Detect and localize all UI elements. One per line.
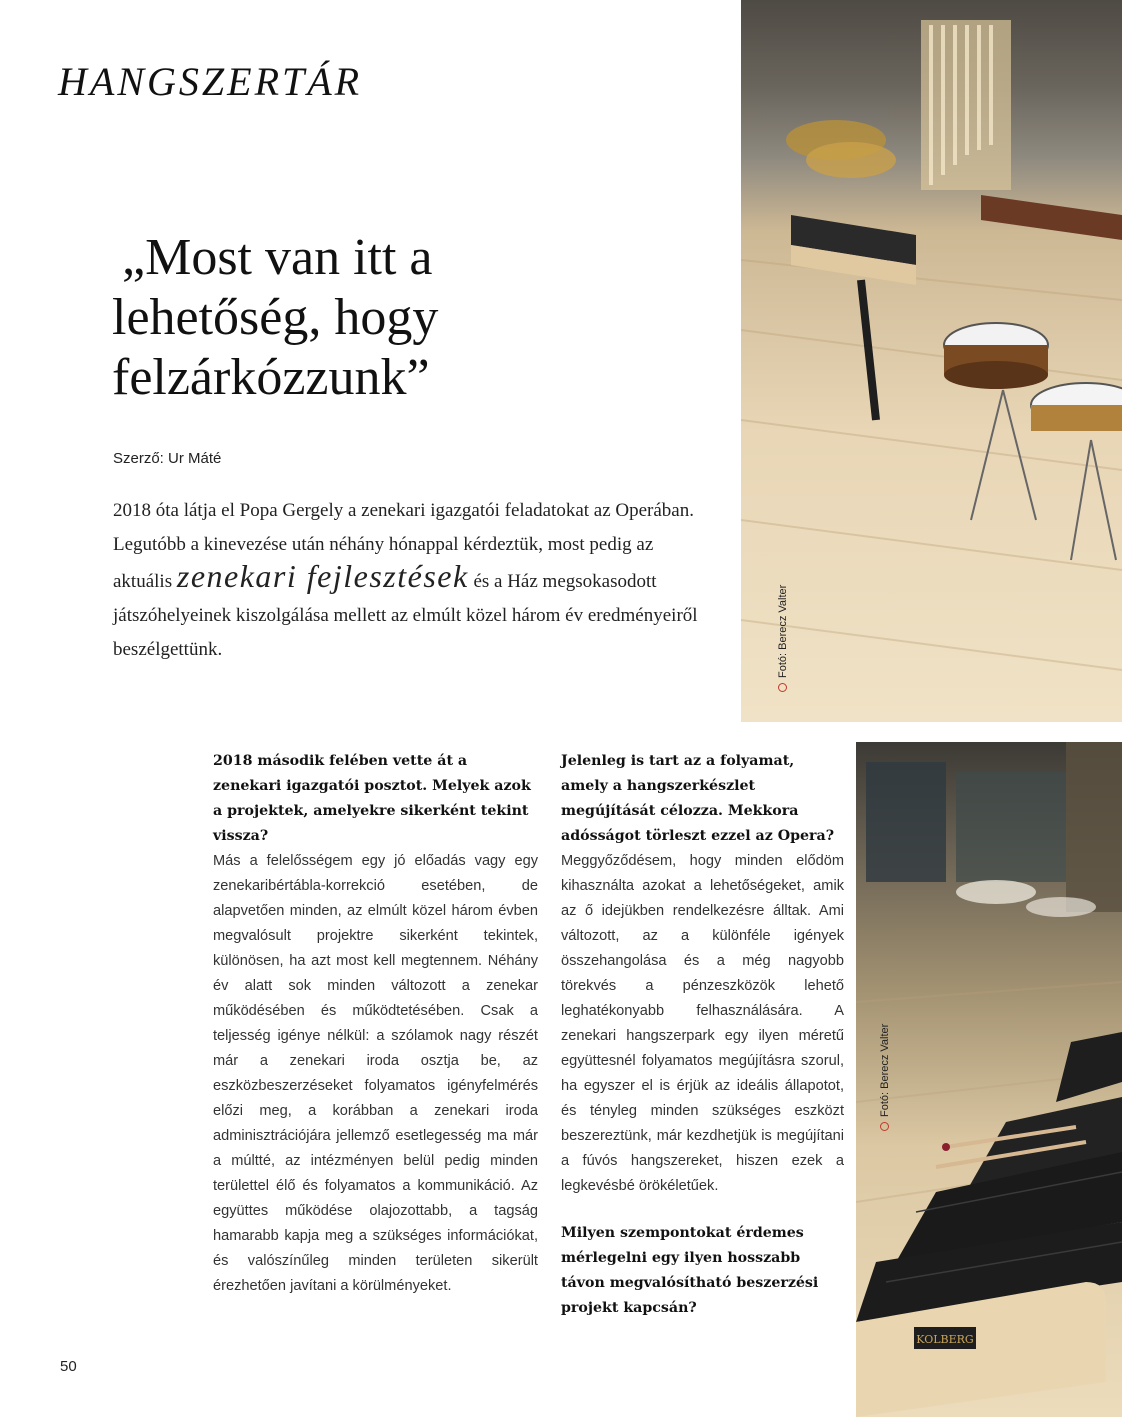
marimba-photo-bottom [856,742,1122,1417]
lede-text-2: és a Ház megsokasodott játszóhelyeinek kiszolgálása mellett az elmúlt közel három év eredményeiről beszélgettünk. [113,571,698,660]
lede-paragraph [113,494,713,667]
percussion-scene-illustration [741,0,1122,722]
credit-ring-icon [778,683,787,692]
lede-text-1: 2018 óta látja el Popa Gergely a zenekari igazgatói feladatokat az Operában. Legutóbb a kinevezése után néhány hónappal kérdeztük, most pedig az aktuális [113,500,694,592]
author-byline: Szerző: Ur Máté [113,450,222,467]
headline-line-3: felzárkózzunk” [112,349,430,406]
section-title: HANGSZERTÁR [58,59,363,104]
marimba-brand-label: KOLBERG [916,1333,974,1346]
interview-question-3: Milyen szempontokat érdemes mérlegelni egy ilyen hosszabb távon megvalósítható beszerzési projekt kapcsán? [561,1225,819,1316]
credit-ring-icon [880,1122,889,1131]
marimba-scene-illustration [856,742,1122,1417]
interview-question-1: 2018 második felében vette át a zenekari igazgatói posztot. Melyek azok a projektek, amelyekre sikerként tekint vissza? [213,753,531,844]
article-headline [112,228,672,408]
interview-question-2: Jelenleg is tart az a folyamat, amely a hangszerkészlet megújítását célozza. Mekkora adósságot törleszt ezzel az Opera? [561,753,835,844]
percussion-photo-top [741,0,1122,722]
photo-credit-top [777,585,789,692]
photo-credit-top-text: Fotó: Berecz Valter [777,584,789,678]
interview-answer-2: Meggyőződésem, hogy minden elődöm kihasználta azokat a lehetőségeket, amik az ő idejükben rendelkezésre álltak. Ami változott, az a különféle igények összehangolása és a még nagyobb törekvés a pénzeszközök lehető leghatékonyabb felhasználására. A zenekari hangszerpark egy ilyen méretű együttesnél folyamatos megújításra szorul, ha egyszer el is érjük az ideális állapotot, és tényleg minden szükséges eszközt beszereztünk, már kezdhetjük is megújítani a fúvós hangszereket, hiszen ezek a legkevésbé örökéletűek. [561,853,844,1194]
headline-line-2: lehetőség, hogy [112,289,439,346]
interview-answer-1: Más a felelősségem egy jó előadás vagy egy zenekaribértábla-korrekció esetében, de alapvetően minden, az elmúlt közel három évben megvalósult projektre sikerként tekintek, különösen, ha azt most kell megtennem. Néhány év alatt sok minden változott a zenekar működésében és működtetésében. Csak a teljesség igénye nélkül: a szólamok nagy részét már a zenekari iroda osztja be, az eszközbeszerzéseket folyamatos igényfelmérés előzi meg, a korábban a zenekari iroda adminisztrációjára jellemző esetlegesség ma már a múltté, az intézményen belül pedig minden területtel élő és folyamatos a kommunikáció. Az együttes működése olajozottabb, a tagság hamarabb kapja meg a szükséges információkat, és valószínűleg minden területen sikerült érezhetően javítani a körülményeket. [213,853,538,1294]
photo-credit-bottom-text: Fotó: Berecz Valter [879,1023,891,1117]
interview-column-2 [561,749,844,1321]
photo-credit-bottom [879,1024,891,1131]
headline-line-1: „Most van itt a [122,229,433,286]
page-number: 50 [60,1358,77,1375]
interview-column-1 [213,749,538,1299]
lede-emphasis: zenekari fejlesztések [176,558,469,594]
